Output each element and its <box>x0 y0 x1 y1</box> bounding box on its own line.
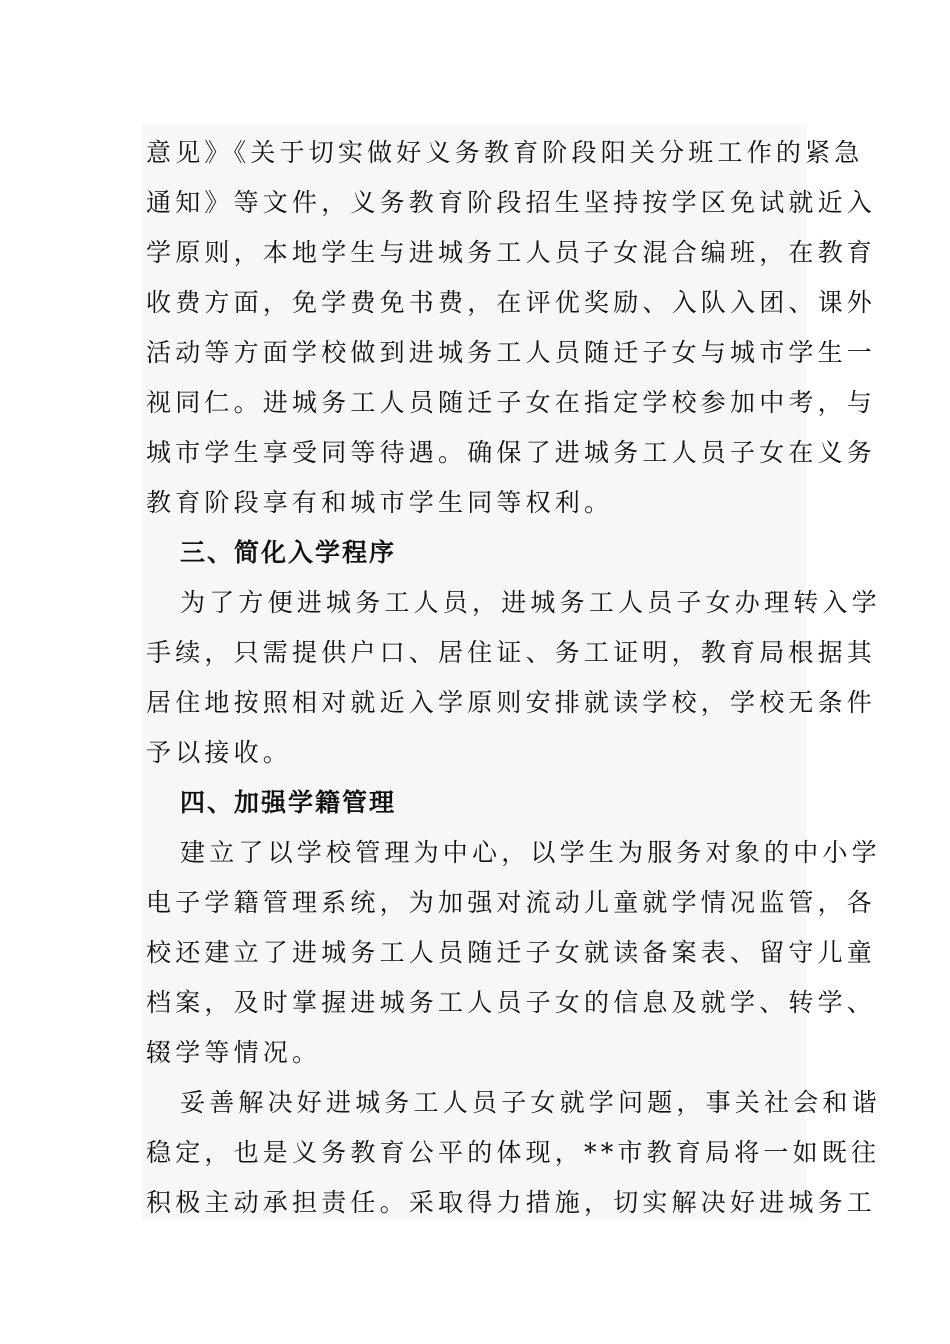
body-line: 教育阶段享有和城市学生同等权利。 <box>146 488 614 517</box>
body-line: 城市学生享受同等待遇。确保了进城务工人员子女在义务 <box>146 438 877 467</box>
body-line: 收费方面，免学费免书费，在评优奖励、入队入团、课外 <box>146 288 877 317</box>
body-line: 活动等方面学校做到进城务工人员随迁子女与城市学生一 <box>146 338 877 367</box>
body-line: 电子学籍管理系统，为加强对流动儿童就学情况监管，各 <box>146 888 877 917</box>
body-line: 校还建立了进城务工人员随迁子女就读备案表、留守儿童 <box>146 938 877 967</box>
body-line: 予以接收。 <box>146 738 293 767</box>
section-heading-simplify-enrollment: 三、简化入学程序 <box>180 538 397 567</box>
body-line: 视同仁。进城务工人员随迁子女在指定学校参加中考，与 <box>146 388 877 417</box>
body-line: 辍学等情况。 <box>146 1038 322 1067</box>
body-line: 积极主动承担责任。采取得力措施，切实解决好进城务工 <box>146 1188 877 1217</box>
section-heading-student-records: 四、加强学籍管理 <box>180 788 397 817</box>
body-line: 意见》《关于切实做好义务教育阶段阳关分班工作的紧急 <box>146 138 864 167</box>
body-line: 妥善解决好进城务工人员子女就学问题，事关社会和谐 <box>180 1088 881 1117</box>
body-line: 档案，及时掌握进城务工人员子女的信息及就学、转学、 <box>146 988 877 1017</box>
document-body <box>142 124 881 1220</box>
body-line: 居住地按照相对就近入学原则安排就读学校，学校无条件 <box>146 688 877 717</box>
body-line: 手续，只需提供户口、居住证、务工证明，教育局根据其 <box>146 638 877 667</box>
body-line: 通知》等文件，义务教育阶段招生坚持按学区免试就近入 <box>146 188 877 217</box>
body-line: 建立了以学校管理为中心，以学生为服务对象的中小学 <box>180 838 881 867</box>
body-line: 学原则，本地学生与进城务工人员子女混合编班，在教育 <box>146 238 877 267</box>
body-line: 为了方便进城务工人员，进城务工人员子女办理转入学 <box>180 588 881 617</box>
body-line: 稳定，也是义务教育公平的体现，**市教育局将一如既往 <box>146 1138 881 1167</box>
